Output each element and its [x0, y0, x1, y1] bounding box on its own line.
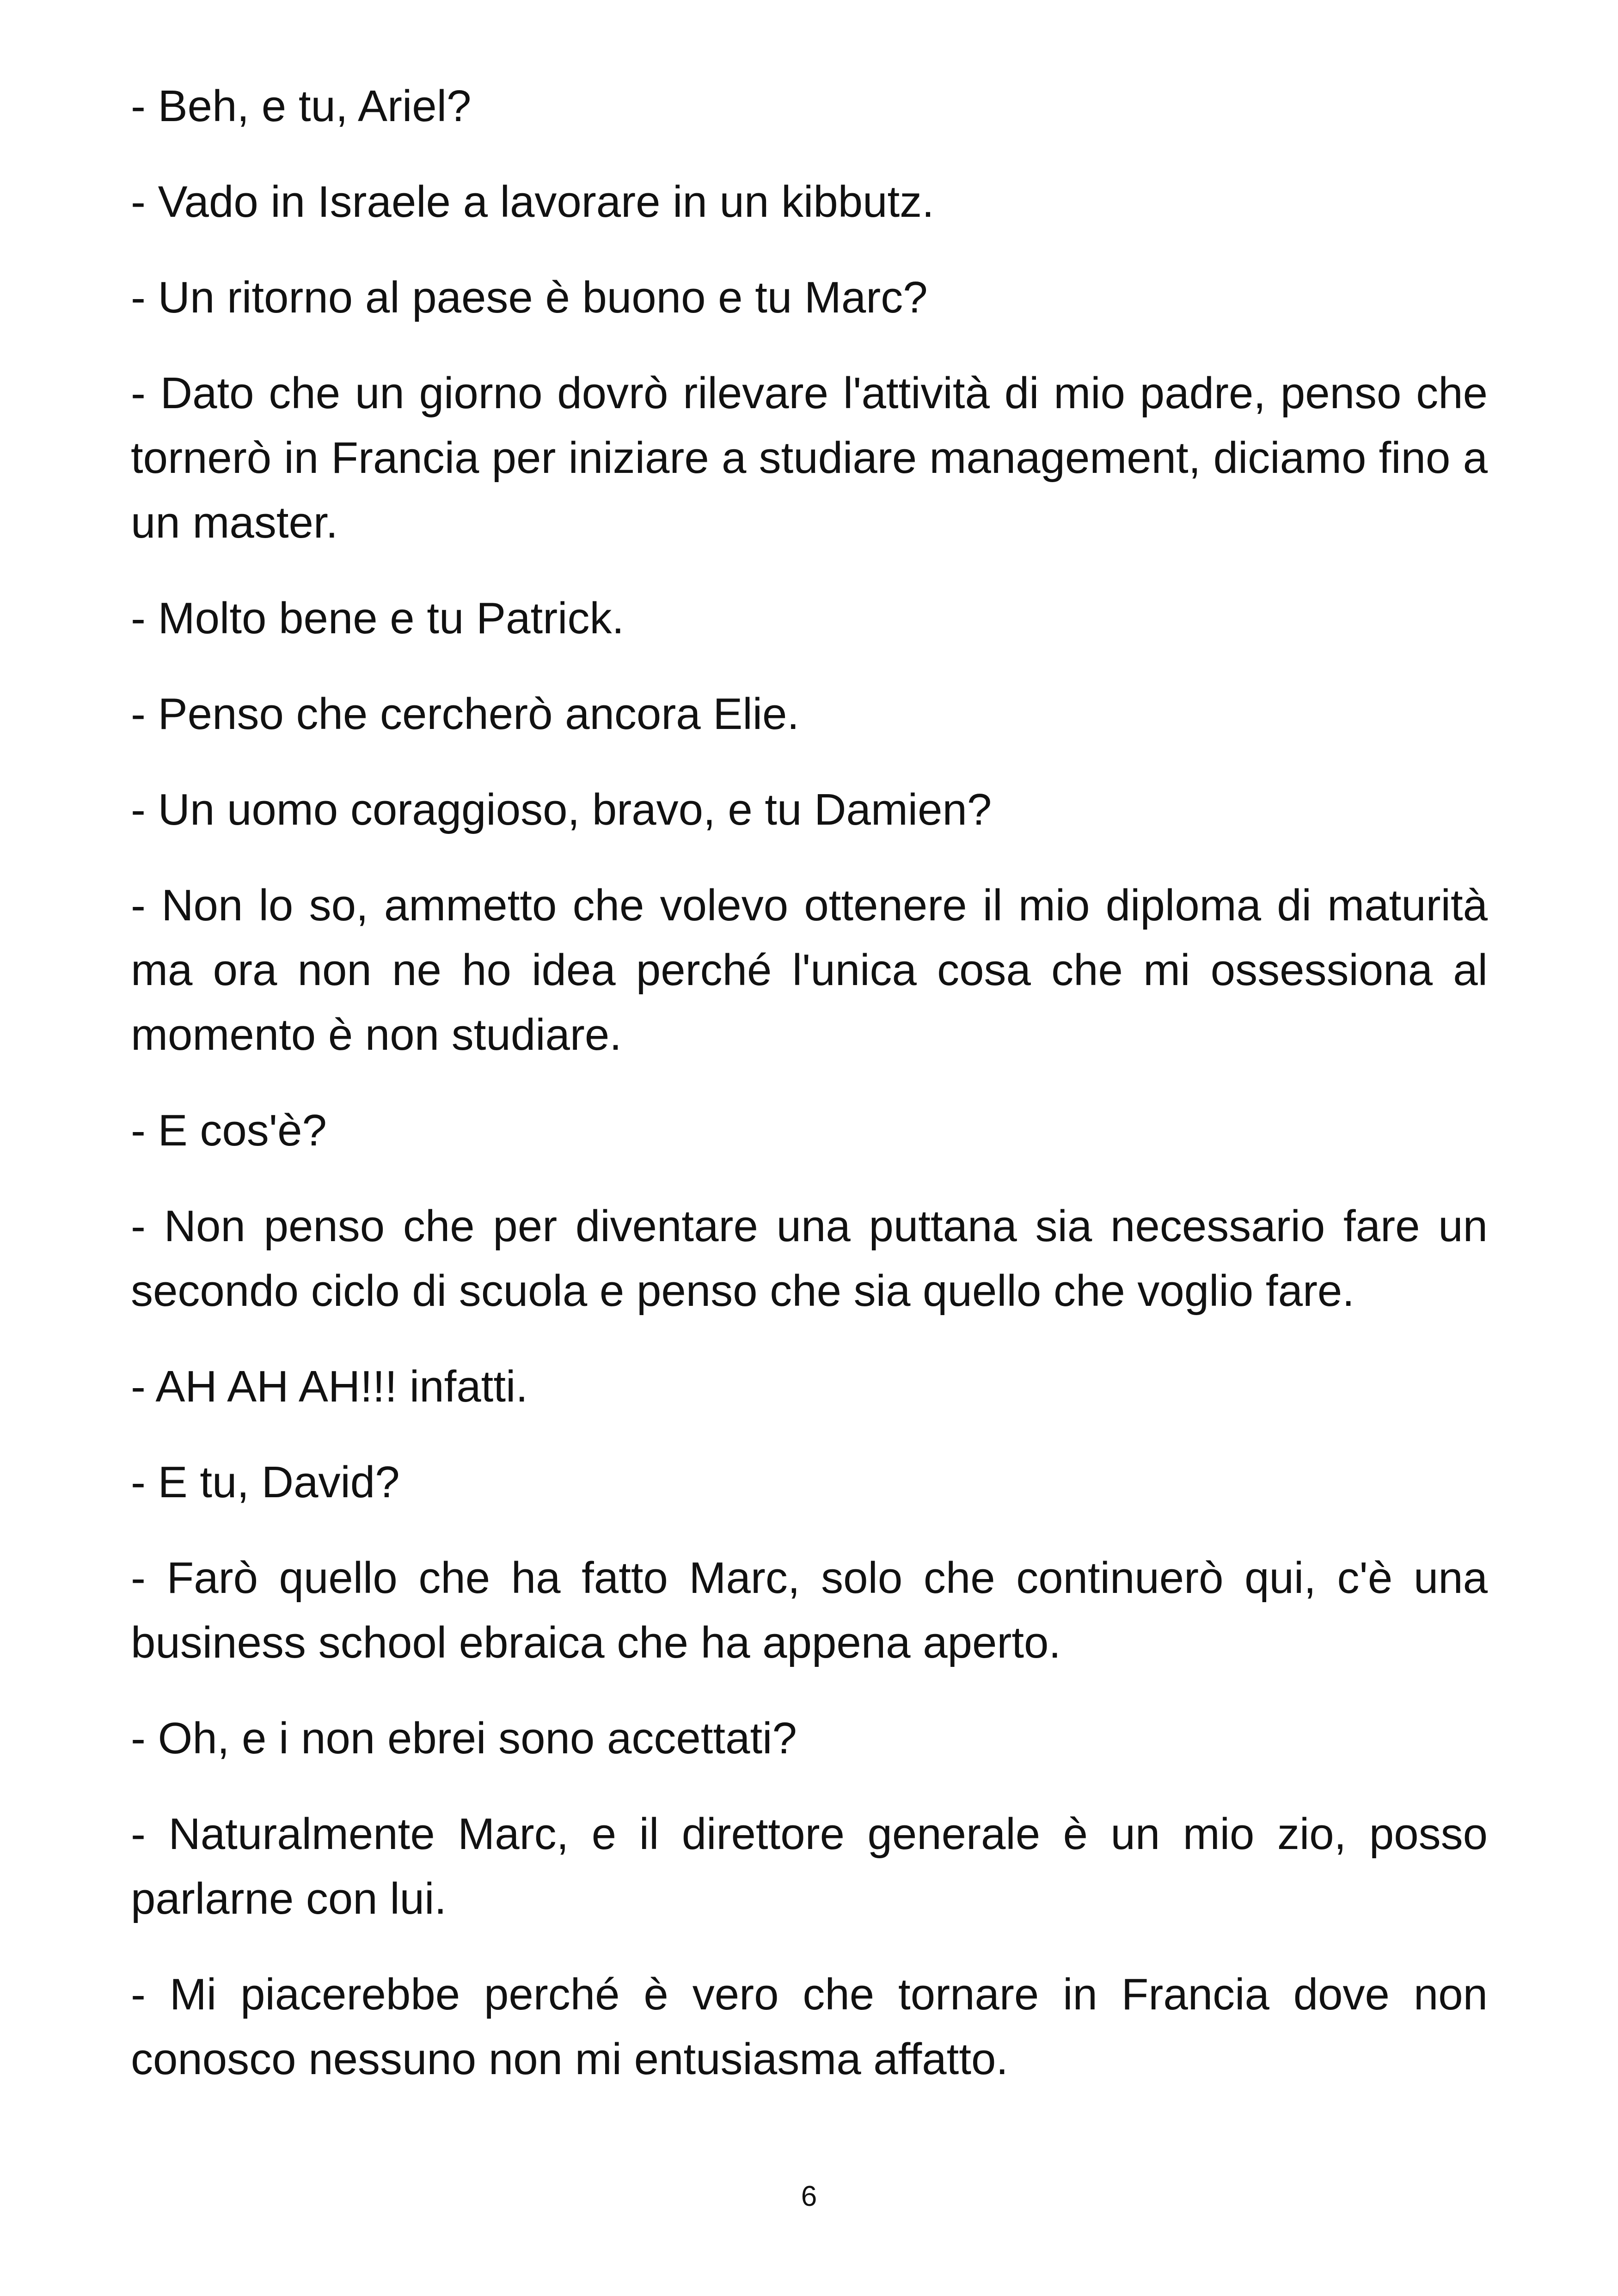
paragraph: - AH AH AH!!! infatti. [131, 1362, 528, 1411]
page-body [131, 74, 1488, 2123]
paragraph: - Penso che cercherò ancora Elie. [131, 689, 800, 739]
paragraph: - Un ritorno al paese è buono e tu Marc? [131, 273, 928, 322]
paragraph: - Non lo so, ammetto che volevo ottenere il mio diploma di maturità ma ora non ne ho idea perché l'unica cosa che mi ossessiona al momento è non studiare. [131, 881, 1488, 1059]
paragraph: - Oh, e i non ebrei sono accettati? [131, 1714, 797, 1763]
paragraph: - E tu, David? [131, 1457, 400, 1507]
paragraph: - Farò quello che ha fatto Marc, solo che continuerò qui, c'è una business school ebraica che ha appena aperto. [131, 1553, 1488, 1667]
paragraph: - Vado in Israele a lavorare in un kibbutz. [131, 177, 934, 227]
paragraph: - E cos'è? [131, 1106, 327, 1155]
paragraph: - Un uomo coraggioso, bravo, e tu Damien? [131, 785, 992, 834]
paragraph: - Naturalmente Marc, e il direttore generale è un mio zio, posso parlarne con lui. [131, 1809, 1488, 1923]
paragraph: - Mi piacerebbe perché è vero che tornare in Francia dove non conosco nessuno non mi entusiasma affatto. [131, 1970, 1488, 2084]
paragraph: - Beh, e tu, Ariel? [131, 81, 472, 131]
paragraph: - Molto bene e tu Patrick. [131, 594, 625, 643]
paragraph: - Dato che un giorno dovrò rilevare l'attività di mio padre, penso che tornerò in Francia per iniziare a studiare management, diciamo fino a un master. [131, 368, 1488, 547]
paragraph: - Non penso che per diventare una puttana sia necessario fare un secondo ciclo di scuola e penso che sia quello che voglio fare. [131, 1201, 1488, 1316]
page-number: 6 [801, 2180, 817, 2212]
